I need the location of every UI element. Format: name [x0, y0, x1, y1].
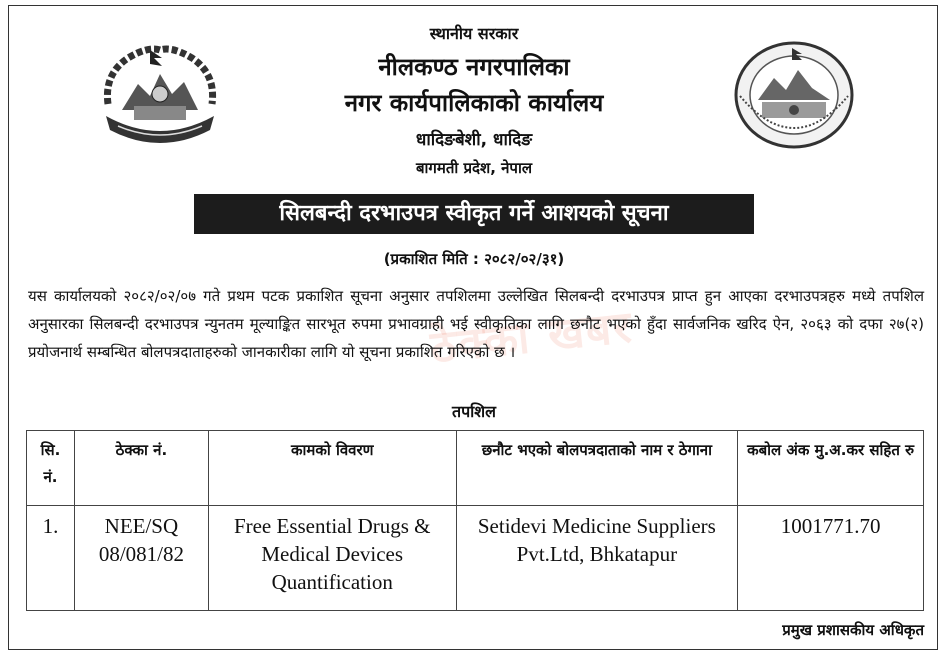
- col-work-description: कामको विवरण: [208, 431, 456, 506]
- office-location: धादिङबेशी, धादिङ: [415, 130, 533, 150]
- notice-title: सिलबन्दी दरभाउपत्र स्वीकृत गर्ने आशयको सूचना: [194, 194, 754, 234]
- table-header-row: [27, 431, 924, 506]
- col-serial-number: सि. नं.: [27, 431, 75, 506]
- government-level: स्थानीय सरकार: [429, 24, 519, 43]
- published-date: (प्रकाशित मिति : २०८२/०२/३१): [383, 250, 565, 268]
- notice-body: यस कार्यालयको २०८२/०२/०७ गते प्रथम पटक प्रकाशित सूचना अनुसार तपशिलमा उल्लेखित सिलबन्दी दरभाउपत्र प्राप्त हुन आएका दरभाउपत्रहरु मध्ये तपशिल अनुसारका सिलबन्दी दरभाउपत्र न्युनतम मूल्याङ्कित सारभूत रुपमा प्रभावग्राही भई स्वीकृतिका लागि छनौट भएको हुँदा सार्वजनिक खरिद ऐन, २०६३ को दफा २७(२) प्रयोजनार्थ सम्बन्धित बोलपत्रदाताहरुको जानकारीका लागि यो सूचना प्रकाशित गरिएको छ ।: [28, 287, 924, 361]
- col-bidder-name-address: छनौट भएको बोलपत्रदाताको नाम र ठेगाना: [456, 431, 738, 506]
- cell-quoted-amount: 1001771.70: [738, 506, 924, 611]
- bid-table: [26, 430, 924, 611]
- watermark-logo: ठेक्का खबर: [428, 301, 636, 374]
- cell-work-description: Free Essential Drugs & Medical Devices Quantification: [208, 506, 456, 611]
- cell-serial-number: 1.: [27, 506, 75, 611]
- office-name: नगर कार्यपालिकाको कार्यालय: [344, 89, 604, 117]
- signatory-title: प्रमुख प्रशासकीय अधिकृत: [782, 621, 924, 639]
- municipality-name: नीलकण्ठ नगरपालिका: [378, 53, 570, 81]
- col-quoted-amount: कबोल अंक मु.अ.कर सहित रु: [738, 431, 924, 506]
- col-contract-number: ठेक्का नं.: [74, 431, 208, 506]
- province-name: बागमती प्रदेश, नेपाल: [415, 159, 533, 177]
- cell-contract-number: NEE/SQ 08/081/82: [74, 506, 208, 611]
- table-row: [27, 506, 924, 611]
- cell-bidder-name-address: Setidevi Medicine Suppliers Pvt.Ltd, Bhkatapur: [456, 506, 738, 611]
- table-caption: तपशिल: [451, 402, 497, 421]
